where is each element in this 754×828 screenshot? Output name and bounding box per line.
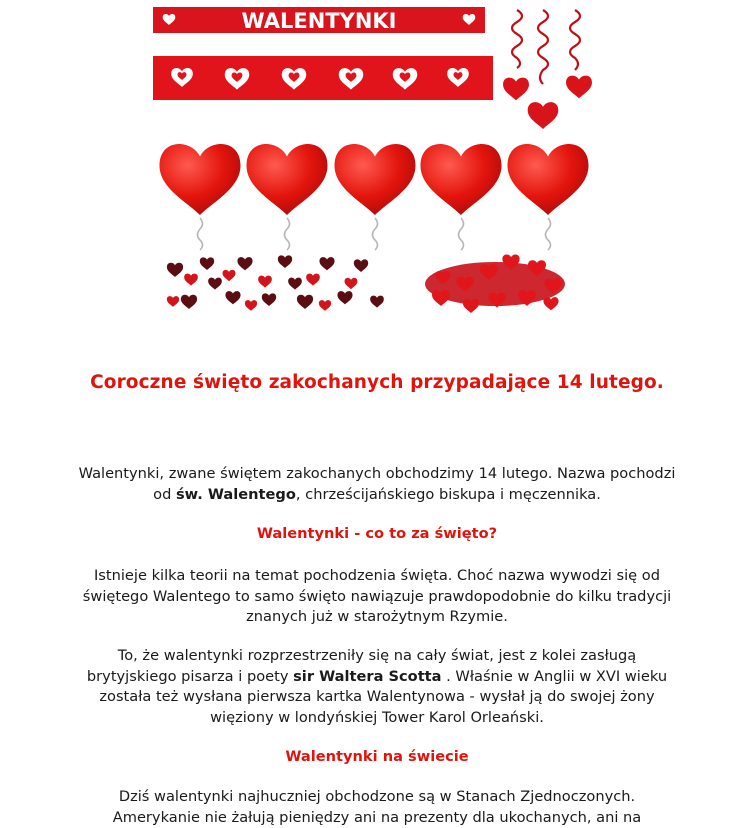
usa-paragraph: Dziś walentynki najhuczniej obchodzone są w Stanach Zjednoczonych. Amerykanie nie żałują pieniędzy ani na prezenty dla ukochanych, ani na [112,788,642,826]
walter-scott-text-1: To, że walentynki rozprzestrzeniły się na cały świat, jest z kolei zasługą brytyjskiego pisarza i poety [86,647,637,685]
section-heading-what-is-it: Walentynki - co to za święto? [256,525,498,542]
hanging-swirl-hearts [512,10,580,84]
intro-text-2: , chrześcijańskiego biskupa i męczennika. [295,485,601,503]
intro-text-1: Walentynki, zwane świętem zakochanych obchodzimy 14 lutego. Nazwa pochodzi od [78,465,676,503]
walter-scott-paragraph [77,646,677,728]
main-heading: Coroczne święto zakochanych przypadające 14 lutego. [90,372,664,393]
heart-confetti-red [425,254,565,313]
heart-confetti-mixed [167,255,384,310]
heart-garland [153,56,493,100]
banner-text: WALENTYNKI [241,9,397,33]
valentine-decorations-image [145,0,605,322]
intro-paragraph [77,464,677,505]
walentynki-banner [153,7,485,33]
origin-paragraph: Istnieje kilka teorii na temat pochodzenia święta. Choć nazwa wywodzi się od świętego Walentego to samo święto nawiązuje prawdopodobnie do kilku tradycji znanych już w starożytnym Rzymie. [82,567,672,625]
section-heading-world: Walentynki na świecie [285,748,469,765]
heart-balloons [160,144,589,250]
saint-valentine-bold: św. Walentego [175,485,296,503]
walter-scott-bold: sir Waltera Scotta [293,667,442,685]
walter-scott-text-2: . Właśnie w Anglii w XVI wieku została też wysłana pierwsza kartka Walentynowa - wysłał ją do swojej żony więziony w londyńskiej Tower Karol Orleański. [99,667,668,726]
